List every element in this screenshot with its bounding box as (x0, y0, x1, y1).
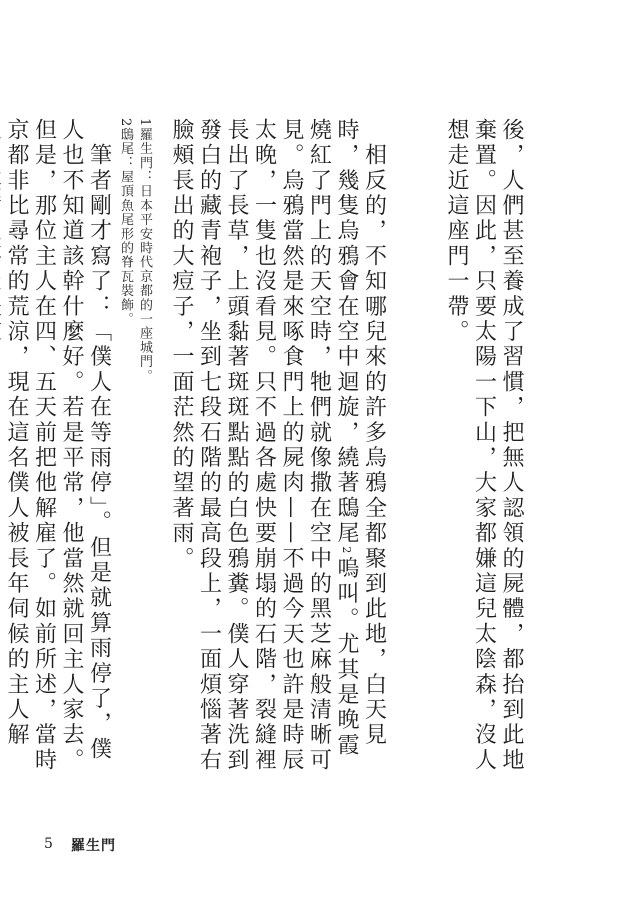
footnotes (108, 118, 154, 418)
paragraph-3 (0, 118, 113, 778)
text-line: 只不過各處快要崩塌的石階，裂縫裡長出了長草，上頭黏著斑斑點點的白色鴉糞。僕人 (224, 118, 277, 774)
footnote-marker: 2 (340, 546, 353, 557)
text-line: 相反的，不知哪兒來的許多烏鴉全都聚到此地，白天見時，幾隻烏鴉會在空中迴 (334, 118, 387, 748)
footnote-1: 1羅生門：日本平安時代京都的一座城門。 (137, 118, 152, 384)
text-line: 山，大家都嫌這兒太陰森，沒人想走近這座門一帶。 (444, 118, 497, 774)
text-line: 筆者剛才寫了：「僕人在等雨停」。但是就算雨停了，僕人也不知道該幹什麼好。 (59, 118, 112, 763)
running-title: 羅生門 (71, 838, 116, 854)
page-number: 5 (44, 836, 53, 852)
text-line: 旋，繞著鴟尾 (334, 395, 359, 547)
text-line: 嗚叫。尤其是晚霞燒紅了門上的天空時，牠們就像撒在空中的黑芝麻般清 (306, 118, 359, 759)
text-line: 子，一面茫然的望著雨。 (169, 294, 194, 572)
footnote-2: 2鴟尾：屋頂魚尾形的脊瓦裝飾。 (118, 118, 133, 327)
text-line: 若是平常，他當然就回主人家去。但是，那位主人在四、五天前把他解雇了。如前所 (31, 118, 84, 774)
paragraph-1 (443, 118, 526, 778)
text-line: 後，人們甚至養成了習慣，把無人認領的屍體，都抬到此地棄置。因此，只要太陽一下 (471, 118, 524, 774)
text-line: 晰可見。烏鴉當然是來啄食門上的屍肉——不過今天也許是時辰太晚，一隻也沒看見。 (251, 118, 332, 774)
text-line: 述，當時京都非比尋常的荒涼，現在這名僕人被長年伺候的主人解 (4, 118, 57, 774)
text-line: 穿著洗到發白的藏青袍子，坐到七段石階的最高段上，一面煩惱著右臉頰長出的大痘 (169, 118, 249, 774)
paragraph-2 (168, 118, 388, 778)
